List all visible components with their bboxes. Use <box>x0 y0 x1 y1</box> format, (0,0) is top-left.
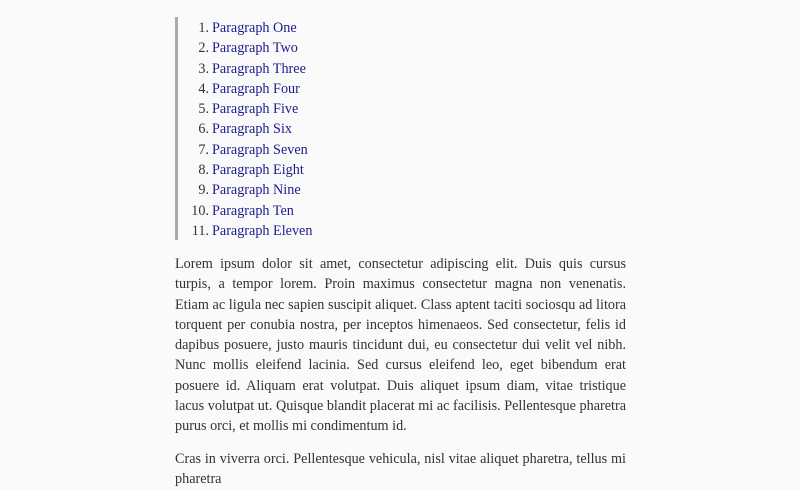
toc-item <box>178 180 626 200</box>
toc-item-number: 10. <box>191 202 209 219</box>
toc-link-paragraph-one[interactable]: Paragraph One <box>212 20 297 36</box>
toc-list <box>178 18 626 241</box>
toc-item-number: 5. <box>198 101 209 118</box>
toc-link-paragraph-eight[interactable]: Paragraph Eight <box>212 162 304 179</box>
toc-item <box>178 221 626 241</box>
toc-item-number: 4. <box>198 80 209 97</box>
toc-link-paragraph-nine[interactable]: Paragraph Nine <box>212 182 301 199</box>
toc-item <box>178 160 626 180</box>
toc-item <box>178 18 626 38</box>
toc-item-number: 9. <box>198 182 209 199</box>
toc-link-paragraph-seven[interactable]: Paragraph Seven <box>212 141 308 158</box>
toc-item <box>178 38 626 58</box>
toc-item-number: 8. <box>198 162 209 179</box>
paragraph-one: Lorem ipsum dolor sit amet, consectetur adipiscing elit. Duis quis cursus turpis, a tempor lorem. Proin maximus consectetur magna non venenatis. Etiam ac ligula nec sapien suscipit aliquet. Class aptent taciti sociosqu ad litora torquent per conubia nostra, per inceptos himenaeos. Sed consectetur, felis id dapibus posuere, justo mauris tincidunt dui, eu consectetur dui velit vel nibh. Nunc mollis eleifend lacinia. Sed cursus eleifend leo, eget bibendum erat posuere id. Aliquam erat volutpat. Duis aliquet ipsum diam, vitae tristique lacus volutpat ut. Quisque blandit placerat mi ac facilisis. Pellentesque pharetra purus orci, et mollis mi condimentum id. <box>175 256 626 435</box>
toc-item <box>178 99 626 119</box>
toc-item-number: 1. <box>198 20 209 36</box>
toc-link-paragraph-three[interactable]: Paragraph Three <box>212 60 306 77</box>
toc-item-number: 11. <box>191 222 209 239</box>
table-of-contents <box>175 17 626 240</box>
toc-link-paragraph-six[interactable]: Paragraph Six <box>212 121 292 138</box>
toc-link-paragraph-ten[interactable]: Paragraph Ten <box>212 202 294 219</box>
toc-item <box>178 119 626 139</box>
toc-link-paragraph-five[interactable]: Paragraph Five <box>212 101 299 118</box>
toc-link-paragraph-four[interactable]: Paragraph Four <box>212 80 300 97</box>
toc-item-number: 3. <box>198 60 209 77</box>
toc-link-paragraph-two[interactable]: Paragraph Two <box>212 40 298 57</box>
toc-item <box>178 201 626 221</box>
toc-item-number: 2. <box>198 40 209 57</box>
article-content <box>175 0 626 489</box>
toc-item <box>178 79 626 99</box>
paragraph-two: Cras in viverra orci. Pellentesque vehicula, nisl vitae aliquet pharetra, tellus mi pharetra <box>175 450 626 487</box>
toc-item <box>178 140 626 160</box>
toc-item-number: 6. <box>198 121 209 138</box>
toc-link-paragraph-eleven[interactable]: Paragraph Eleven <box>212 222 313 239</box>
toc-item-number: 7. <box>198 141 209 158</box>
toc-item <box>178 59 626 79</box>
